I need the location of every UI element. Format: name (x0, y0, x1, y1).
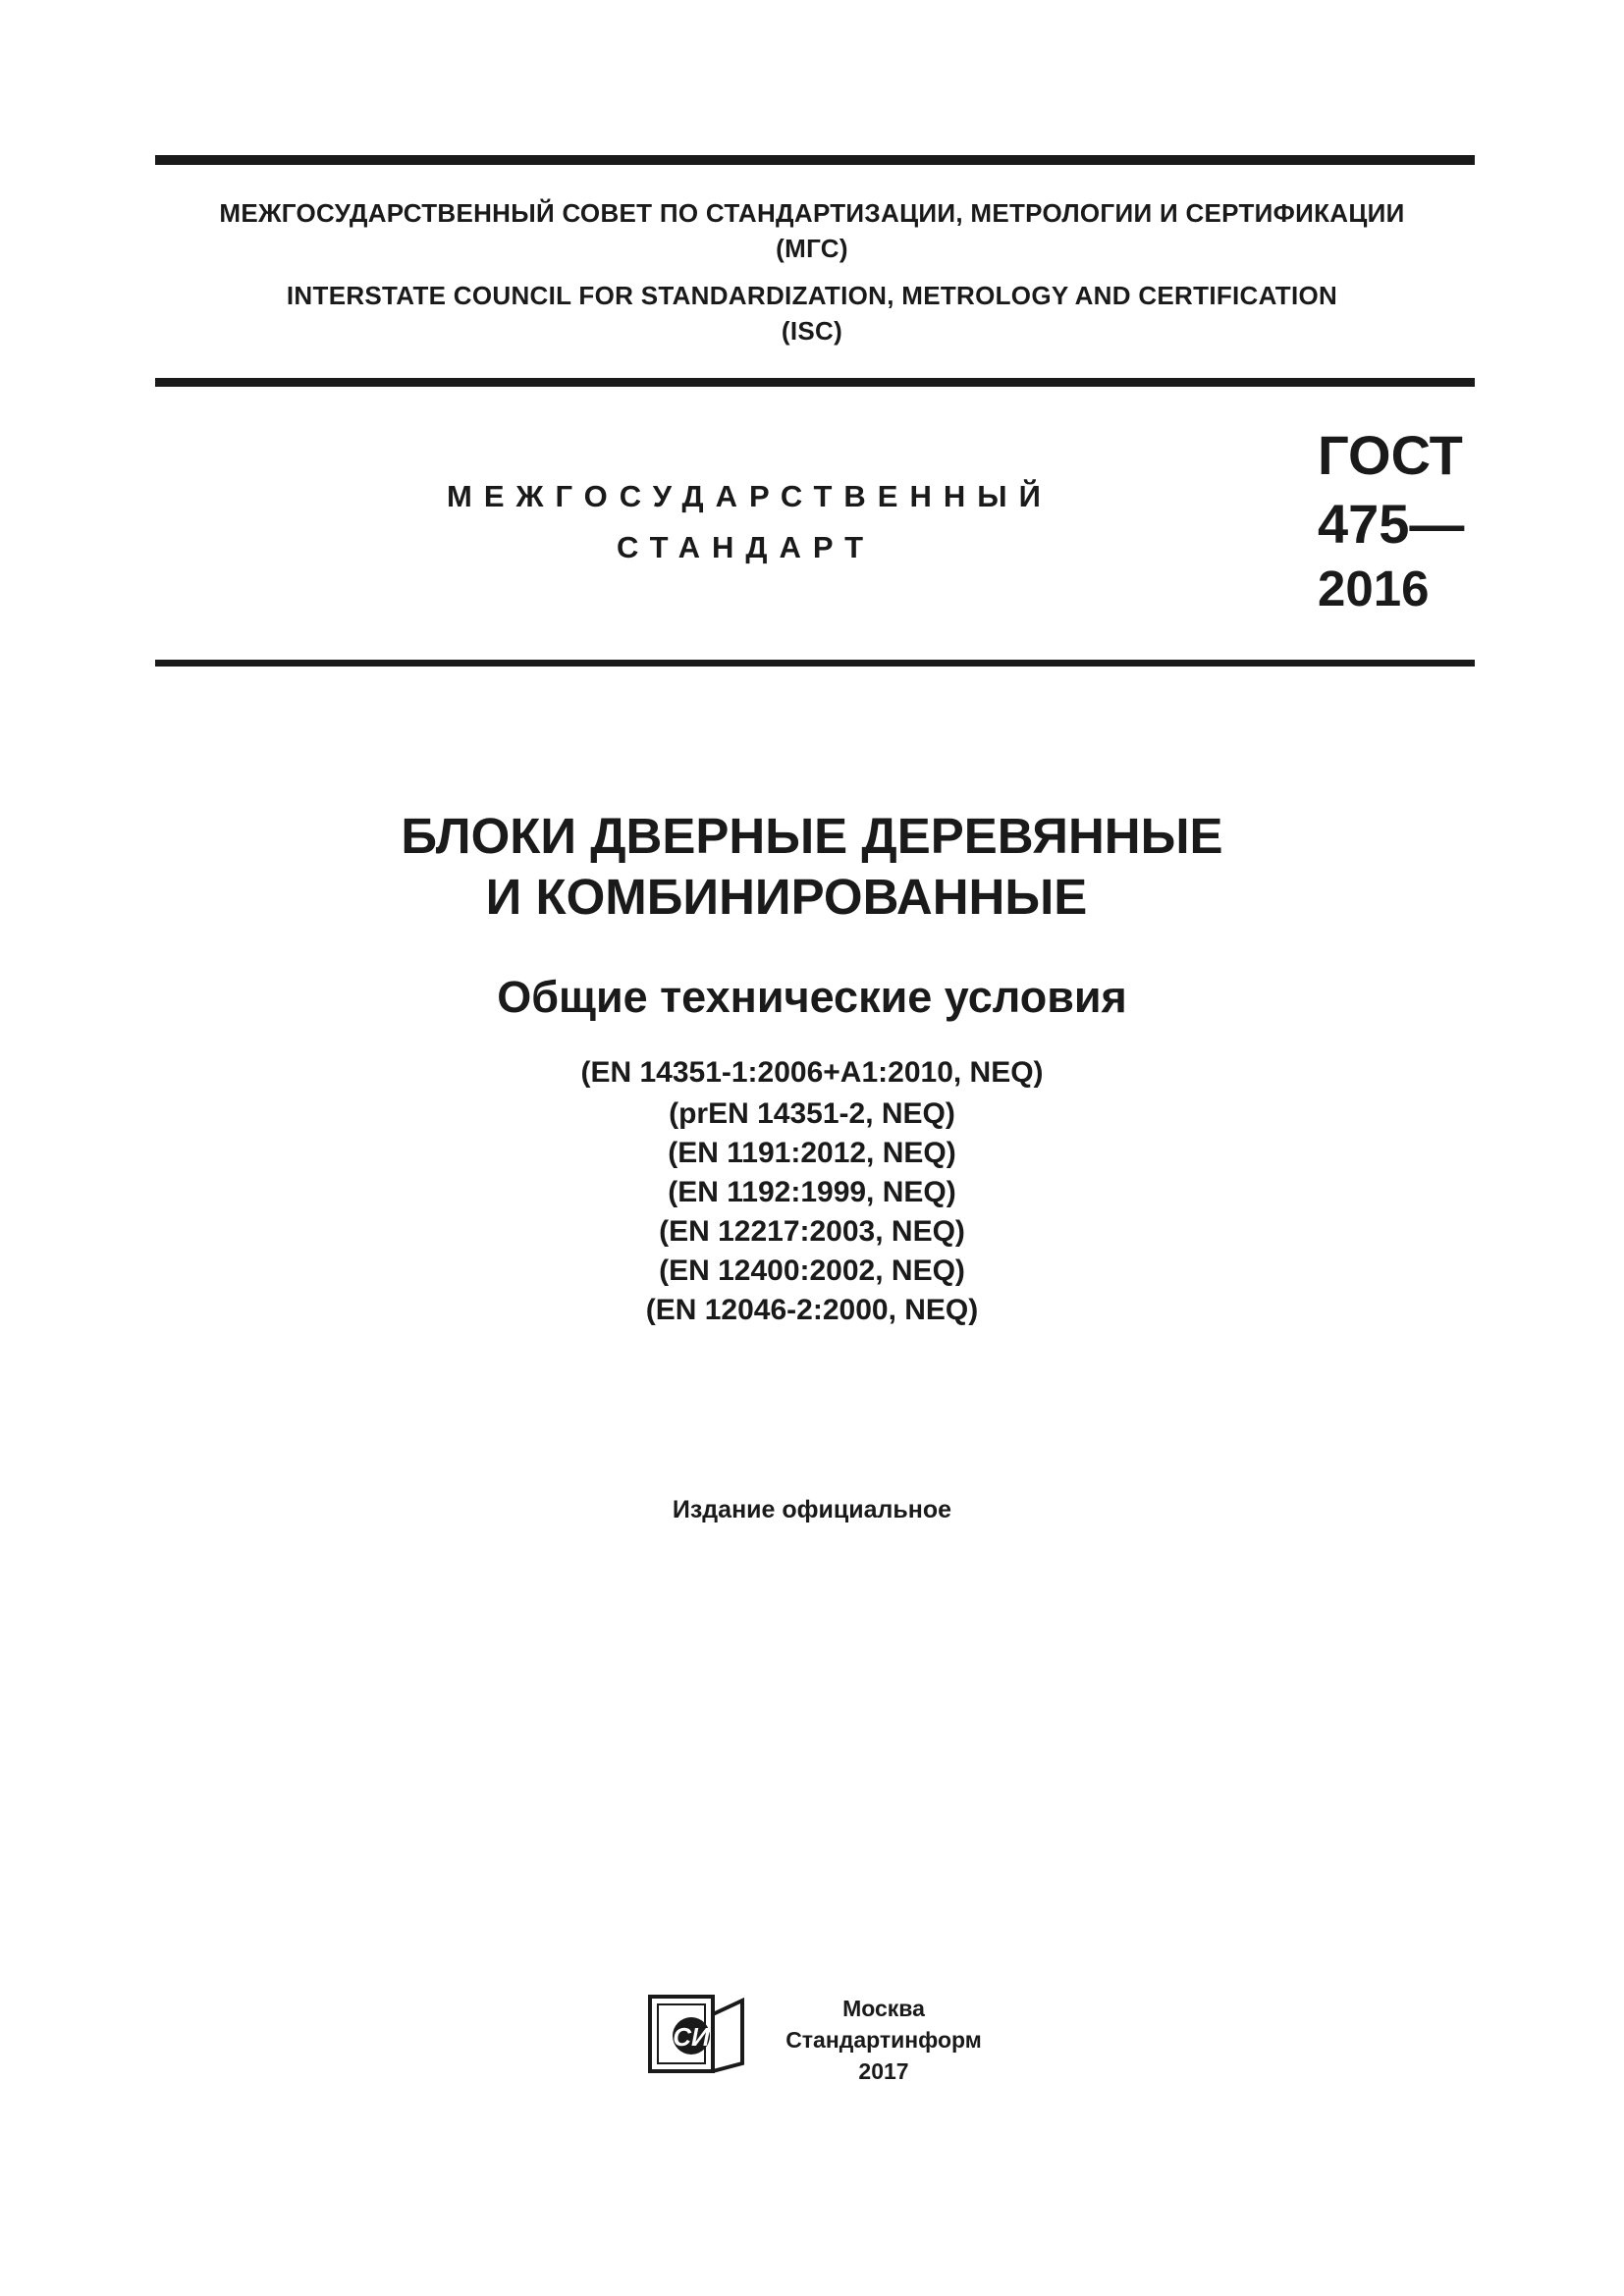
publisher-year: 2017 (858, 2058, 909, 2084)
reference-6: (EN 12400:2002, NEQ) (659, 1255, 965, 1287)
reference-1: (EN 14351-1:2006+A1:2010, NEQ) (580, 1056, 1044, 1089)
gost-year: 2016 (1318, 561, 1430, 616)
reference-7: (EN 12046-2:2000, NEQ) (645, 1294, 979, 1326)
reference-2: (prEN 14351-2, NEQ) (669, 1097, 955, 1130)
publisher-name: Стандартинформ (785, 2027, 982, 2053)
edition-label: Издание официальное (672, 1496, 952, 1523)
council-rule (155, 378, 1475, 387)
reference-3: (EN 1191:2012, NEQ) (668, 1137, 956, 1169)
publisher-city: Москва (842, 1996, 925, 2021)
svg-text:СИ: СИ (673, 2022, 710, 2052)
standard-type-line1: МЕЖГОСУДАРСТВЕННЫЙ (447, 479, 1053, 513)
standartinform-logo-icon (648, 1995, 746, 2073)
document-title-line1: БЛОКИ ДВЕРНЫЕ ДЕРЕВЯННЫЕ (401, 808, 1223, 864)
document-subtitle: Общие технические условия (497, 972, 1127, 1022)
top-rule (155, 155, 1475, 165)
council-name-en: INTERSTATE COUNCIL FOR STANDARDIZATION, METROLOGY AND CERTIFICATION (286, 281, 1338, 310)
gost-number: 475— (1318, 493, 1465, 555)
reference-5: (EN 12217:2003, NEQ) (659, 1215, 965, 1248)
gost-prefix: ГОСТ (1318, 424, 1463, 486)
publisher-block (776, 1993, 992, 2087)
document-title-line2: И КОМБИНИРОВАННЫЕ (485, 869, 1088, 925)
standard-type-line2: СТАНДАРТ (617, 530, 876, 564)
header-rule (155, 660, 1475, 667)
reference-4: (EN 1192:1999, NEQ) (668, 1176, 956, 1208)
council-abbr-ru: (МГС) (776, 234, 848, 263)
council-name-ru: МЕЖГОСУДАРСТВЕННЫЙ СОВЕТ ПО СТАНДАРТИЗАЦИИ, МЕТРОЛОГИИ И СЕРТИФИКАЦИИ (219, 198, 1405, 228)
council-abbr-en: (ISC) (781, 316, 843, 346)
